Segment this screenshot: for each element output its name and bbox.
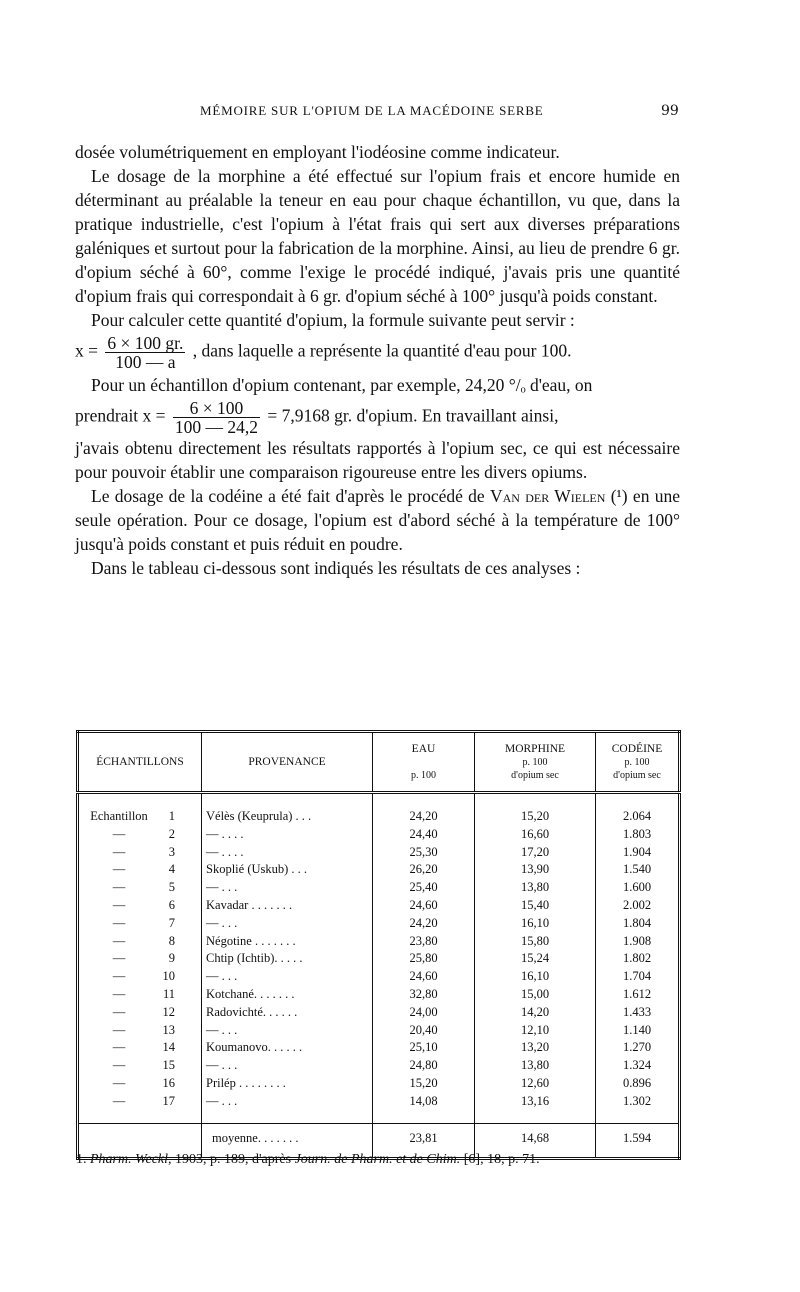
formula-2-fraction <box>173 399 260 436</box>
sample-number: 11 <box>162 986 175 1001</box>
table-row <box>78 861 680 879</box>
table-row <box>78 968 680 986</box>
formula-2-denominator: 100 — 24,2 <box>174 417 259 437</box>
col-eau-title: EAU <box>411 742 436 755</box>
provenance-cell: — . . . <box>202 1022 373 1040</box>
footnote-end: [6], 18, p. 71. <box>463 1152 540 1167</box>
codeine-cell: 1.908 <box>622 933 652 948</box>
provenance-cell: — . . . <box>202 1093 373 1123</box>
morphine-cell: 13,80 <box>475 1057 596 1075</box>
paragraph-4: Pour un échantillon d'opium contenant, par exemple, 24,20 °/ₒ d'eau, on <box>91 375 593 395</box>
sample-label: — <box>112 1058 126 1073</box>
eau-cell: 24,40 <box>373 826 475 844</box>
footnote-journal2: Journ. de Pharm. et de Chim. <box>294 1152 461 1167</box>
eau-cell: 20,40 <box>373 1022 475 1040</box>
codeine-cell: 1.270 <box>622 1040 652 1055</box>
morphine-cell: 15,40 <box>475 897 596 915</box>
eau-cell: 24,00 <box>373 1004 475 1022</box>
sample-label: — <box>112 933 126 948</box>
paragraph-6-a: Le dosage de la codéine a été fait d'après le procédé de <box>91 486 485 506</box>
eau-cell: 32,80 <box>373 986 475 1004</box>
sample-cell <box>78 861 202 879</box>
table-row <box>78 933 680 951</box>
formula-1-fraction <box>105 334 185 371</box>
morphine-cell: 15,24 <box>475 950 596 968</box>
formula-2-text: = 7,9168 gr. d'opium. En travaillant ainsi, <box>267 405 559 426</box>
sample-number: 2 <box>168 826 175 841</box>
paragraph-5: j'avais obtenu directement les résultats rapportés à l'opium sec, ce qui est nécessaire pour pouvoir établir une comparaison rigoureuse entre les divers opiums. <box>75 438 680 482</box>
table-row <box>78 844 680 862</box>
morphine-cell: 14,20 <box>475 1004 596 1022</box>
codeine-cell: 1.433 <box>622 1004 652 1019</box>
sample-number: 9 <box>168 951 175 966</box>
footnote-ref: (¹) <box>610 486 628 506</box>
sample-label: — <box>112 880 126 895</box>
eau-cell: 25,40 <box>373 879 475 897</box>
sample-cell <box>78 897 202 915</box>
codeine-cell: 1.803 <box>622 826 652 841</box>
sample-cell <box>78 879 202 897</box>
provenance-cell: Skoplié (Uskub) . . . <box>202 861 373 879</box>
sample-label: Echantillon <box>90 809 148 823</box>
eau-cell: 15,20 <box>373 1075 475 1093</box>
eau-cell: 23,80 <box>373 933 475 951</box>
sample-cell <box>78 844 202 862</box>
eau-cell: 24,60 <box>373 968 475 986</box>
provenance-cell: — . . . <box>202 879 373 897</box>
col-morphine <box>475 732 596 793</box>
provenance-cell: Vélès (Keuprula) . . . <box>202 793 373 826</box>
sample-label: — <box>112 969 126 984</box>
provenance-cell: — . . . <box>202 915 373 933</box>
codeine-cell: 1.612 <box>622 986 652 1001</box>
eau-cell: 25,10 <box>373 1039 475 1057</box>
sample-number: 5 <box>168 880 175 895</box>
sample-cell <box>78 1093 202 1123</box>
running-title: MÉMOIRE SUR L'OPIUM DE LA MACÉDOINE SERBE <box>200 103 544 118</box>
col-provenance: PROVENANCE <box>202 732 373 793</box>
sample-cell <box>78 968 202 986</box>
sample-number: 7 <box>168 915 175 930</box>
paragraph-6-b: en une seule opération. Pour ce dosage, l'opium est d'abord séché à la température de 100° jusqu'à poids constant et puis réduit en poudre. <box>75 486 681 554</box>
average-eau: 23,81 <box>373 1123 475 1159</box>
provenance-cell: Négotine . . . . . . . <box>202 933 373 951</box>
codeine-cell: 1.324 <box>622 1058 652 1073</box>
provenance-cell: — . . . . <box>202 844 373 862</box>
sample-label: — <box>112 1075 126 1090</box>
sample-number: 17 <box>162 1093 175 1108</box>
average-codeine: 1.594 <box>596 1123 680 1159</box>
sample-label: — <box>112 1093 126 1108</box>
sample-cell <box>78 933 202 951</box>
sample-number: 10 <box>162 969 175 984</box>
provenance-cell: — . . . . <box>202 826 373 844</box>
results-table <box>76 730 681 1160</box>
paragraph-2: Le dosage de la morphine a été effectué sur l'opium frais et encore humide en déterminant au préalable la teneur en eau pour chaque échantillon, vu que, dans la pratique industrielle, c'est l'opium à l'état frais qui sert aux diverses préparations galéniques et surtout pour la fabrication de la morphine. Ainsi, au lieu de prendre 6 gr. d'opium séché à 60°, comme l'exige le procédé indiqué, j'avais pris une quantité d'opium frais qui correspondait à 6 gr. d'opium séché à 100° jusqu'à poids constant. <box>75 166 680 306</box>
codeine-cell: 0.896 <box>622 1075 652 1090</box>
table-row <box>78 1039 680 1057</box>
col-codeine-sub1: p. 100 <box>624 756 650 768</box>
author-name: Van der Wielen <box>490 486 606 506</box>
provenance-cell: Koumanovo. . . . . . <box>202 1039 373 1057</box>
formula-2 <box>75 399 680 436</box>
paragraph-1: dosée volumétriquement en employant l'iodéosine comme indicateur. <box>75 142 560 162</box>
sample-cell <box>78 793 202 826</box>
body-text <box>75 140 680 580</box>
footnote <box>76 1152 681 1168</box>
sample-cell <box>78 1039 202 1057</box>
codeine-cell: 1.302 <box>622 1093 652 1108</box>
codeine-cell: 1.140 <box>622 1022 652 1037</box>
average-morphine: 14,68 <box>475 1123 596 1159</box>
sample-label: — <box>112 986 126 1001</box>
sample-cell <box>78 1075 202 1093</box>
table-row <box>78 1022 680 1040</box>
eau-cell: 24,60 <box>373 897 475 915</box>
sample-number: 1 <box>168 809 175 823</box>
sample-cell <box>78 1057 202 1075</box>
provenance-cell: Kotchané. . . . . . . <box>202 986 373 1004</box>
sample-cell <box>78 986 202 1004</box>
sample-label: — <box>112 951 126 966</box>
running-header <box>0 103 800 125</box>
col-morphine-sub1: p. 100 <box>522 756 548 768</box>
provenance-cell: — . . . <box>202 1057 373 1075</box>
morphine-cell: 16,10 <box>475 915 596 933</box>
table-row <box>78 986 680 1004</box>
table-row <box>78 950 680 968</box>
formula-1 <box>75 334 680 371</box>
paragraph-6 <box>75 484 680 556</box>
morphine-cell: 13,16 <box>475 1093 596 1123</box>
morphine-cell: 15,20 <box>475 793 596 826</box>
formula-1-denominator: 100 — a <box>115 352 176 372</box>
codeine-cell: 1.904 <box>622 844 652 859</box>
col-eau <box>373 732 475 793</box>
sample-label: — <box>112 915 126 930</box>
table-row <box>78 915 680 933</box>
sample-number: 14 <box>162 1040 175 1055</box>
table-row <box>78 793 680 826</box>
codeine-cell: 1.802 <box>622 951 652 966</box>
eau-cell: 14,08 <box>373 1093 475 1123</box>
table-body <box>78 793 680 1159</box>
col-echantillons: ÉCHANTILLONS <box>78 732 202 793</box>
provenance-cell: — . . . <box>202 968 373 986</box>
morphine-cell: 15,80 <box>475 933 596 951</box>
eau-cell: 25,30 <box>373 844 475 862</box>
footnote-middle: , 1903, p. 189, d'après <box>168 1152 292 1167</box>
paragraph-3: Pour calculer cette quantité d'opium, la formule suivante peut servir : <box>91 310 575 330</box>
table-row <box>78 1075 680 1093</box>
sample-number: 12 <box>162 1004 175 1019</box>
codeine-cell: 1.540 <box>622 862 652 877</box>
sample-cell <box>78 1022 202 1040</box>
formula-2-lhs: prendrait x = <box>75 405 166 426</box>
eau-cell: 25,80 <box>373 950 475 968</box>
col-codeine-title: CODÉINE <box>611 742 663 755</box>
table-row <box>78 1057 680 1075</box>
sample-label: — <box>112 1022 126 1037</box>
col-morphine-title: MORPHINE <box>504 742 566 755</box>
sample-label: — <box>112 862 126 877</box>
eau-cell: 24,20 <box>373 793 475 826</box>
sample-label: — <box>112 844 126 859</box>
eau-cell: 24,20 <box>373 915 475 933</box>
sample-label: — <box>112 1004 126 1019</box>
footnote-journal: Pharm. Weckl <box>90 1152 169 1167</box>
table-row <box>78 1093 680 1123</box>
morphine-cell: 13,20 <box>475 1039 596 1057</box>
codeine-cell: 1.600 <box>622 880 652 895</box>
table-row <box>78 826 680 844</box>
sample-label: — <box>112 826 126 841</box>
provenance-cell: Chtip (Ichtib). . . . . <box>202 950 373 968</box>
eau-cell: 24,80 <box>373 1057 475 1075</box>
sample-cell <box>78 950 202 968</box>
provenance-cell: Prilép . . . . . . . . <box>202 1075 373 1093</box>
sample-number: 16 <box>162 1075 175 1090</box>
sample-number: 13 <box>162 1022 175 1037</box>
formula-1-lhs: x = <box>75 340 98 361</box>
table-header-row <box>78 732 680 793</box>
provenance-cell: Kavadar . . . . . . . <box>202 897 373 915</box>
formula-2-numerator: 6 × 100 <box>173 399 260 418</box>
sample-number: 4 <box>168 862 175 877</box>
formula-1-text: , dans laquelle a représente la quantité d'eau pour 100. <box>192 340 572 361</box>
sample-label: — <box>112 897 126 912</box>
table-row <box>78 879 680 897</box>
morphine-cell: 12,10 <box>475 1022 596 1040</box>
col-codeine-sub2: d'opium sec <box>613 769 661 781</box>
eau-cell: 26,20 <box>373 861 475 879</box>
morphine-cell: 16,10 <box>475 968 596 986</box>
morphine-cell: 16,60 <box>475 826 596 844</box>
sample-number: 8 <box>168 933 175 948</box>
footnote-number: 1. <box>76 1152 87 1167</box>
average-label: moyenne. . . . . . . <box>202 1123 373 1159</box>
page-number: 99 <box>661 103 679 119</box>
sample-cell <box>78 826 202 844</box>
morphine-cell: 15,00 <box>475 986 596 1004</box>
codeine-cell: 1.804 <box>622 915 652 930</box>
col-eau-sub: p. 100 <box>411 769 436 781</box>
morphine-cell: 13,90 <box>475 861 596 879</box>
sample-cell <box>78 915 202 933</box>
paragraph-7: Dans le tableau ci-dessous sont indiqués les résultats de ces analyses : <box>91 558 581 578</box>
table-row <box>78 897 680 915</box>
col-codeine <box>596 732 680 793</box>
sample-label: — <box>112 1040 126 1055</box>
formula-1-numerator: 6 × 100 gr. <box>107 333 184 353</box>
morphine-cell: 17,20 <box>475 844 596 862</box>
sample-number: 15 <box>162 1058 175 1073</box>
codeine-cell: 2.002 <box>622 897 652 912</box>
morphine-cell: 13,80 <box>475 879 596 897</box>
sample-number: 6 <box>168 897 175 912</box>
codeine-cell: 2.064 <box>622 809 652 823</box>
col-morphine-sub2: d'opium sec <box>511 769 559 781</box>
codeine-cell: 1.704 <box>622 969 652 984</box>
sample-cell <box>78 1004 202 1022</box>
morphine-cell: 12,60 <box>475 1075 596 1093</box>
table-row <box>78 1004 680 1022</box>
provenance-cell: Radovichté. . . . . . <box>202 1004 373 1022</box>
sample-number: 3 <box>168 844 175 859</box>
